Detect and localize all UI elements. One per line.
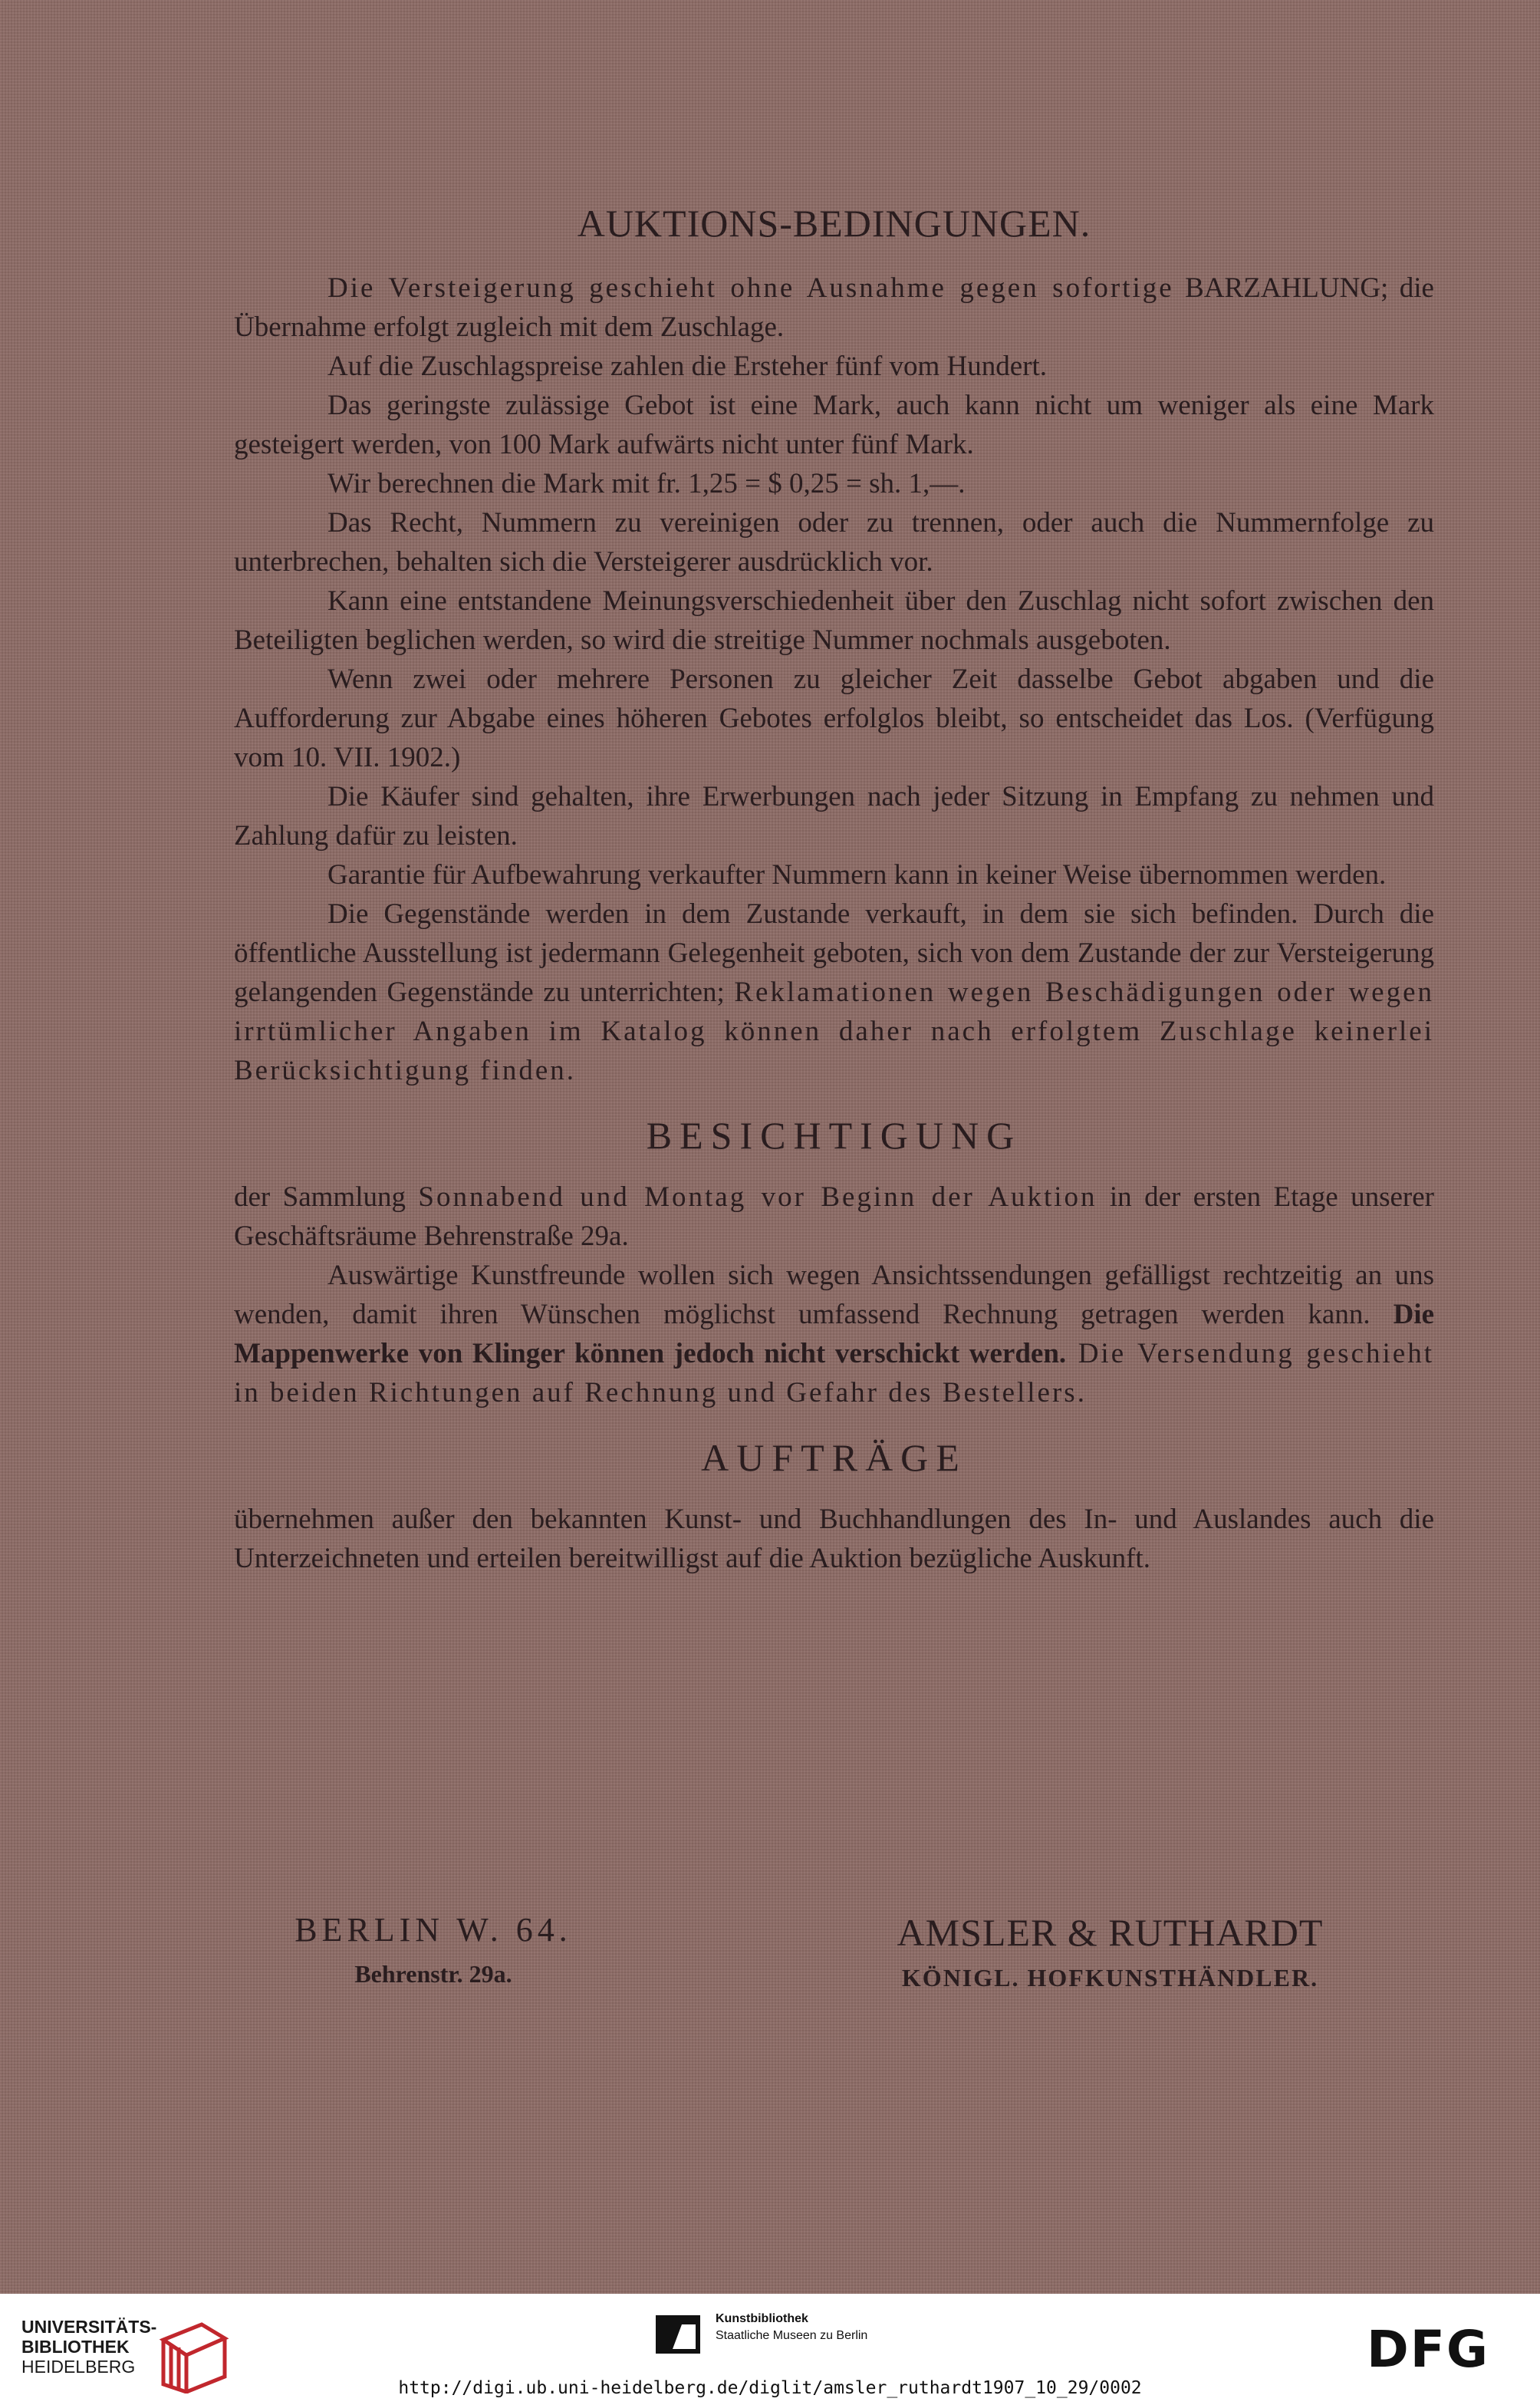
inspection-text [234,1178,1434,1412]
text-run: Wir berechnen die Mark mit fr. 1,25 = $ 0,25 = sh. 1,—. [327,468,966,499]
condition-paragraph [234,269,1434,347]
condition-paragraph [234,777,1434,855]
city-line: BERLIN W. 64. [295,1911,572,1949]
kunstbibliothek-icon [656,2315,700,2354]
source-url[interactable]: http://digi.ub.uni-heidelberg.de/diglit/amsler_ruthardt1907_10_29/0002 [398,2378,1142,2398]
orders-heading: AUFTRÄGE [701,1436,967,1479]
condition-paragraph [234,660,1434,777]
page-title: AUKTIONS-BEDINGUNGEN. [577,202,1091,245]
text-run: der Sammlung [234,1181,419,1213]
text-run: BARZAHLUNG; die Übernahme erfolgt zugleich mit dem Zuschlage. [234,272,1434,343]
uni-line-2: BIBLIOTHEK [21,2337,130,2357]
text-run: Das Recht, Nummern zu vereinigen oder zu trennen, oder auch die Nummernfolge zu unterbrechen, behalten sich die Versteigerer ausdrücklich vor. [234,507,1434,578]
firm-title: KÖNIGL. HOFKUNSTHÄNDLER. [901,1964,1319,1992]
signature-block [234,1910,1434,2025]
kunstbibliothek-logo[interactable] [656,2309,901,2355]
text-run: Die Käufer sind gehalten, ihre Erwerbungen nach jeder Sitzung in Empfang zu nehmen und Zahlung dafür zu leisten. [234,781,1434,852]
text-run: Die Mappenwerke von Klinger können jedoch nicht verschickt werden. [234,1299,1434,1369]
text-run: Auswärtige Kunstfreunde wollen sich wegen Ansichtssendungen gefälligst rechtzeitig an uns wenden, damit ihren Wünschen möglichst umfassend Rechnung getragen werden kann. [234,1260,1434,1330]
firm-block [786,1910,1434,1992]
orders-paragraph: übernehmen außer den bekannten Kunst- und Buchhandlungen des In- und Auslandes auch die Unterzeichneten und erteilen bereitwilligst auf die Auktion bezügliche Auskunft. [234,1504,1434,1574]
condition-paragraph [234,894,1434,1090]
text-run: Auf die Zuschlagspreise zahlen die Ersteher fünf vom Hundert. [327,351,1048,382]
inspection-paragraph [234,1256,1434,1412]
digitization-footer [0,2294,1540,2405]
text-run: Kann eine entstandene Meinungsverschiedenheit über den Zuschlag nicht sofort zwischen den Beteiligten beglichen werden, so wird die streitige Nummer nochmals ausgeboten. [234,585,1434,656]
firm-name: AMSLER & RUTHARDT [897,1911,1324,1954]
text-run: Die Versteigerung geschieht ohne Ausnahme gegen sofortige [327,272,1174,304]
text-run: Sonnabend und Montag vor Beginn der Auktion [418,1181,1097,1213]
condition-paragraph [234,581,1434,660]
uni-line-1: UNIVERSITÄTS- [21,2317,157,2337]
condition-paragraph [234,503,1434,581]
kb-sub: Staatliche Museen zu Berlin [716,2329,868,2342]
text-run: Die Versendung geschieht in beiden Richtungen auf Rechnung und Gefahr des Bestellers. [234,1338,1434,1408]
inspection-paragraph [234,1178,1434,1256]
uni-line-3: HEIDELBERG [21,2357,136,2377]
text-run: in der ersten Etage unserer Geschäftsräume Behrenstraße 29a. [234,1181,1434,1252]
auction-conditions-text [234,201,1434,1578]
text-run: Das geringste zulässige Gebot ist eine Mark, auch kann nicht um weniger als eine Mark gesteigert werden, von 100 Mark aufwärts nicht unter fünf Mark. [234,390,1434,460]
text-run: Reklamationen wegen Beschädigungen oder wegen irrtümlicher Angaben im Katalog können daher nach erfolgtem Zuschlage keinerlei Berücksichtigung finden. [234,977,1434,1086]
text-run: Garantie für Aufbewahrung verkaufter Nummern kann in keiner Weise übernommen werden. [327,859,1387,891]
heidelberg-library-name [21,2317,156,2377]
condition-paragraph [234,855,1434,894]
text-run: Die Gegenstände werden in dem Zustande verkauft, in dem sie sich befinden. Durch die öffentliche Ausstellung ist jedermann Gelegenheit geboten, sich von dem Zustande der zur Versteigerung gelangenden Gegenstände zu unterrichten; [234,898,1434,1008]
text-run: Wenn zwei oder mehrere Personen zu gleicher Zeit dasselbe Gebot abgaben und die Aufforderung zur Abgabe eines höheren Gebotes erfolglos bleibt, so entscheidet das Los. (Verfügung vom 10. VII. 1902.) [234,664,1434,773]
kb-name: Kunstbibliothek [716,2312,808,2325]
condition-paragraph [234,386,1434,464]
dfg-logo[interactable]: DFG [1367,2320,1490,2379]
street-line: Behrenstr. 29a. [354,1960,512,1988]
conditions-list [234,269,1434,1090]
condition-paragraph [234,464,1434,503]
condition-paragraph [234,347,1434,386]
address-block [234,1910,633,1988]
kunstbibliothek-name [716,2311,867,2344]
inspection-heading: BESICHTIGUNG [646,1114,1022,1157]
